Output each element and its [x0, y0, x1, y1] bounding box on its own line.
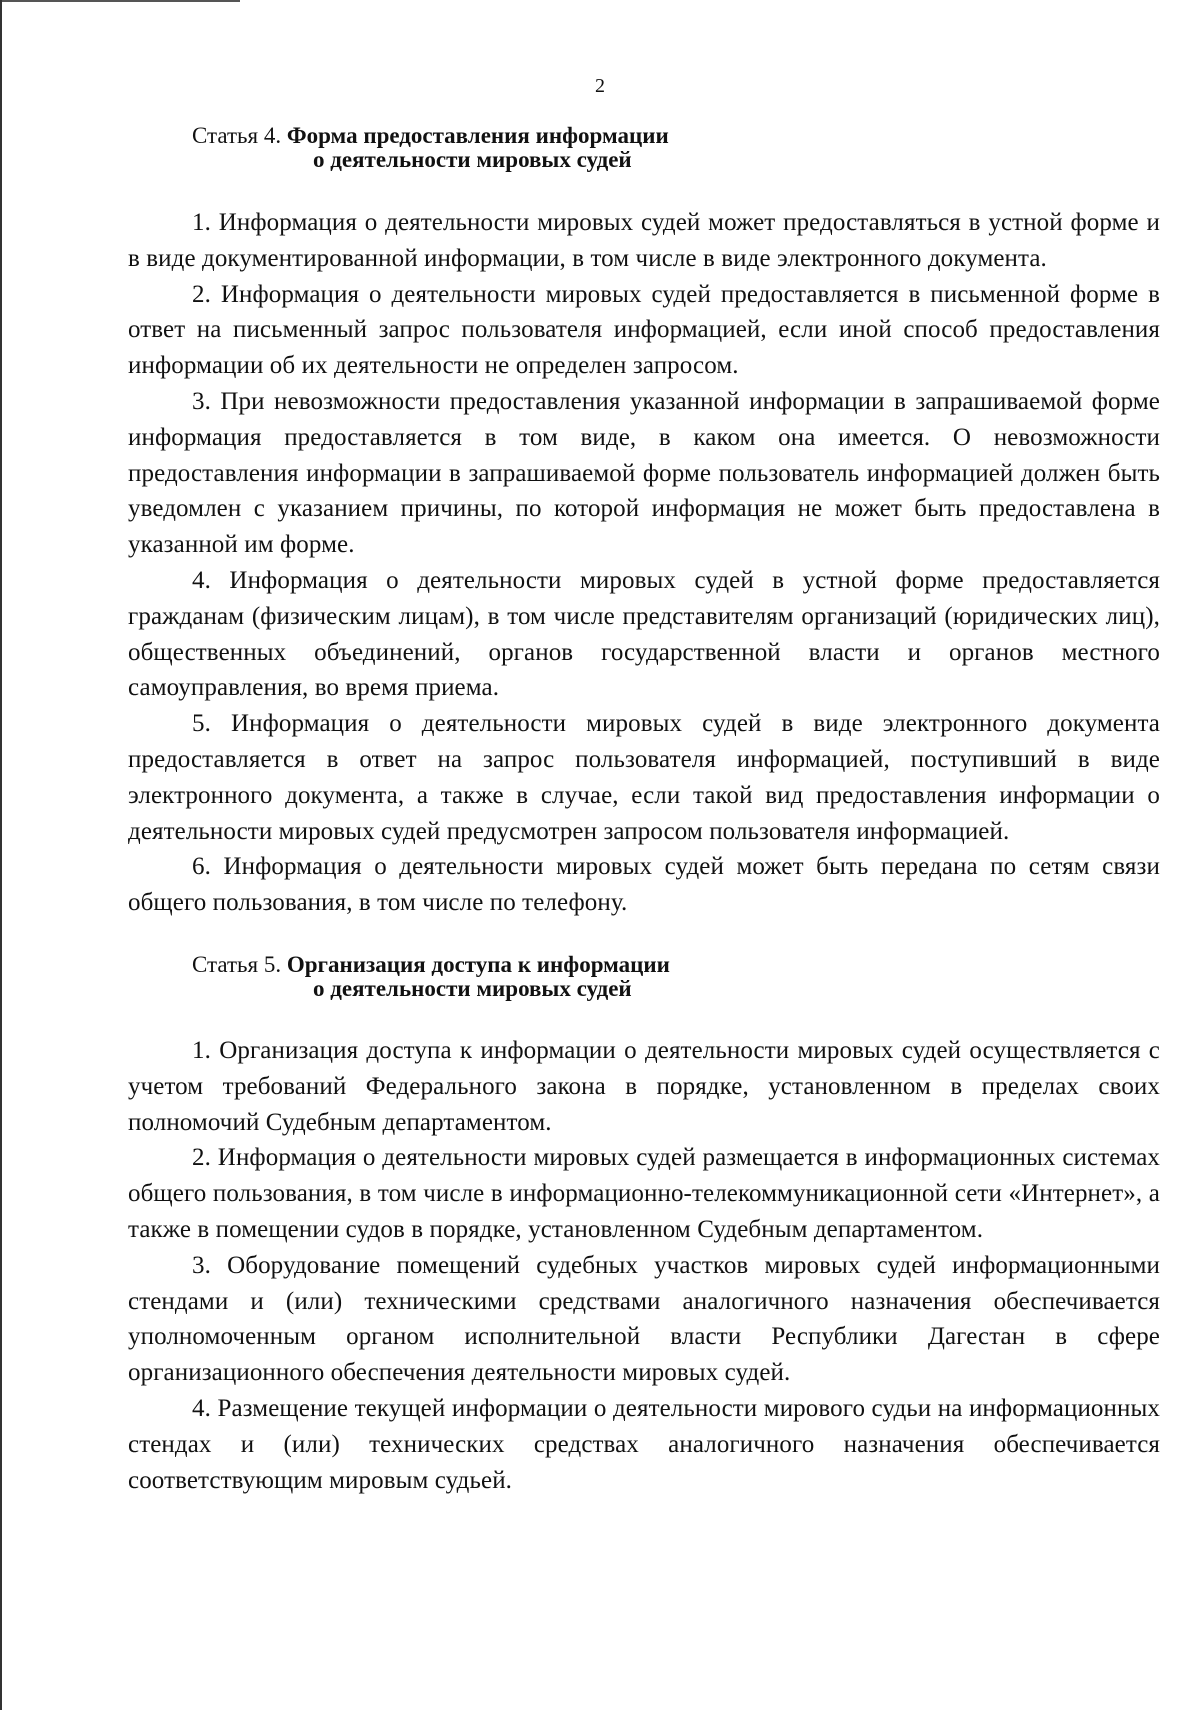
article-4 — [128, 124, 1160, 921]
article-title-line-1: Форма предоставления информации — [286, 123, 669, 148]
paragraph: 2. Информация о деятельности мировых судей предоставляется в письменной форме в ответ на письменный запрос пользователя информацией, если иной способ предоставления информации об их деятельности не определен запросом. — [128, 280, 1160, 380]
article-number: Статья 4. — [192, 123, 282, 148]
page-number: 2 — [595, 75, 605, 97]
paragraph: 3. При невозможности предоставления указанной информации в запрашиваемой форме информация предоставляется в том виде, в каком она имеется. О невозможности предоставления информации в запрашиваемой форме пользователь информацией должен быть уведомлен с указанием причины, по которой информация не может быть предоставлена в указанной им форме. — [128, 387, 1160, 559]
paragraph: 1. Информация о деятельности мировых судей может предоставляться в устной форме и в виде документированной информации, в том числе в виде электронного документа. — [128, 209, 1160, 272]
article-title-line-2: о деятельности мировых судей — [313, 147, 632, 172]
scan-artifact-edge — [0, 0, 2, 1710]
paragraph: 3. Оборудование помещений судебных участков мировых судей информационными стендами и (или) техническими средствами аналогичного назначения обеспечивается уполномоченным органом исполнительной власти Республики Дагестан в сфере организационного обеспечения деятельности мировых судей. — [128, 1251, 1160, 1387]
scan-artifact-line — [0, 0, 240, 2]
article-title-line-1: Организация доступа к информации — [286, 951, 670, 977]
article-number: Статья 5. — [192, 951, 282, 977]
article-5 — [128, 953, 1160, 1498]
paragraph: 5. Информация о деятельности мировых судей в виде электронного документа предоставляется в ответ на запрос пользователя информацией, поступивший в виде электронного документа, а также в случае, если такой вид предоставления информации о деятельности мировых судей предусмотрен запросом пользователя информацией. — [128, 710, 1160, 845]
paragraph: 2. Информация о деятельности мировых судей размещается в информационных системах общего пользования, в том числе в информационно-телекоммуникационной сети «Интернет», а также в помещении судов в порядке, установленном Судебным департаментом. — [128, 1144, 1160, 1243]
article-title-line-2: о деятельности мировых судей — [313, 975, 632, 1001]
paragraph: 4. Информация о деятельности мировых судей в устной форме предоставляется гражданам (физическим лицам), в том числе представителям организаций (юридических лиц), общественных объединений, органов государственной власти и органов местного самоуправления, во время приема. — [128, 566, 1160, 702]
article-heading — [192, 953, 1160, 1001]
article-heading — [192, 124, 1160, 172]
document-body — [128, 124, 1160, 1498]
paragraph: 6. Информация о деятельности мировых судей может быть передана по сетям связи общего пользования, в том числе по телефону. — [128, 853, 1160, 917]
paragraph: 4. Размещение текущей информации о деятельности мирового судьи на информационных стендах и (или) технических средствах аналогичного назначения обеспечивается соответствующим мировым судьей. — [128, 1394, 1160, 1494]
paragraph: 1. Организация доступа к информации о деятельности мировых судей осуществляется с учетом требований Федерального закона в порядке, установленном в пределах своих полномочий Судебным департаментом. — [128, 1036, 1160, 1136]
